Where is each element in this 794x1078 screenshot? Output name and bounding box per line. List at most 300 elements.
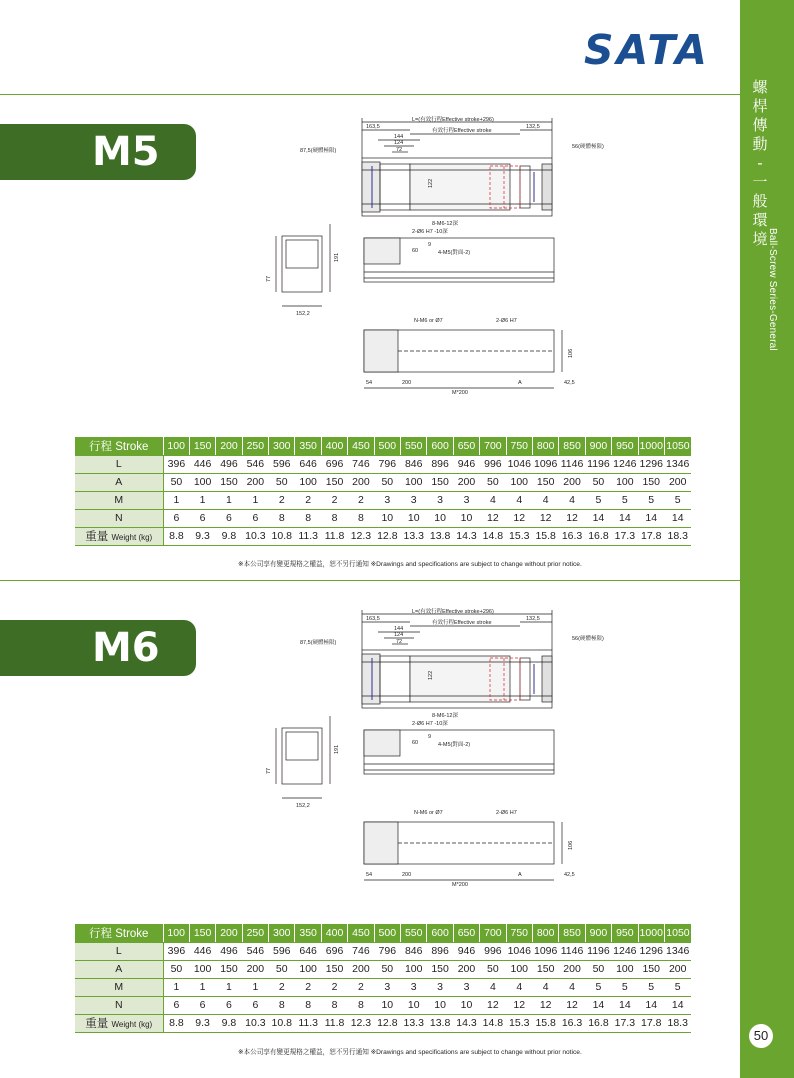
table-cell: 1196: [585, 455, 611, 473]
table-cell: 50: [269, 960, 295, 978]
table-cell: 900: [585, 924, 611, 942]
table-cell: 496: [216, 455, 242, 473]
table-cell: 12: [532, 509, 558, 527]
table-cell: 100: [295, 960, 321, 978]
table-cell: 350: [295, 437, 321, 455]
dim-label: 有效行程Effective stroke: [432, 128, 492, 134]
table-cell: 4: [559, 978, 585, 996]
table-cell: 596: [269, 942, 295, 960]
table-cell: 800: [532, 924, 558, 942]
table-cell: 850: [559, 437, 585, 455]
table-cell: 250: [242, 924, 268, 942]
table-cell: 4: [532, 491, 558, 509]
table-cell: 550: [401, 437, 427, 455]
table-cell: 850: [559, 924, 585, 942]
dim-label: 124: [394, 140, 404, 146]
table-cell: 150: [216, 473, 242, 491]
table-cell: 496: [216, 942, 242, 960]
header-cn: 行程: [89, 927, 116, 940]
dim-label: 152,2: [296, 803, 310, 809]
table-cell: 50: [585, 473, 611, 491]
table-cell: 10.3: [242, 1014, 268, 1032]
table-cell: 546: [242, 455, 268, 473]
table-cell: 1346: [664, 455, 691, 473]
table-cell: 2: [348, 978, 374, 996]
table-cell: 250: [242, 437, 268, 455]
side-category-char: -: [757, 154, 763, 172]
table-cell: 50: [480, 960, 506, 978]
dim-label: A: [518, 872, 522, 878]
table-row: [75, 960, 691, 978]
table-header-row: [75, 924, 691, 942]
table-cell: 6: [163, 996, 189, 1014]
table-cell: 646: [295, 942, 321, 960]
table-cell: 1: [216, 978, 242, 996]
dim-label: 144: [394, 626, 404, 632]
table-cell: 14: [664, 996, 691, 1014]
row-header-stroke: [75, 924, 163, 942]
table-cell: 2: [269, 491, 295, 509]
dim-label: 42,5: [564, 872, 575, 878]
dim-label: 77: [266, 275, 272, 282]
table-row: [75, 978, 691, 996]
table-cell: 650: [453, 924, 479, 942]
table-cell: 150: [216, 960, 242, 978]
dim-label: 132,5: [526, 124, 540, 130]
table-cell: 10.3: [242, 527, 268, 545]
dim-label: 72: [396, 147, 403, 153]
table-cell: 2: [269, 978, 295, 996]
dim-label: 152,2: [296, 311, 310, 317]
table-row: [75, 455, 691, 473]
table-cell: 696: [321, 455, 347, 473]
table-cell: 13.8: [427, 1014, 453, 1032]
table-cell: 896: [427, 942, 453, 960]
technical-drawing: [266, 112, 662, 412]
table-cell: 200: [348, 473, 374, 491]
dim-label: 72: [396, 639, 403, 645]
table-cell: 10: [453, 996, 479, 1014]
dim-label: 2-Ø6 H7: [496, 810, 517, 816]
dim-label: 9: [428, 242, 432, 248]
table-cell: 350: [295, 924, 321, 942]
table-cell: 9.8: [216, 527, 242, 545]
table-cell: 100: [612, 473, 638, 491]
table-cell: 10: [453, 509, 479, 527]
table-cell: 4: [559, 491, 585, 509]
divider: [0, 94, 740, 95]
dim-label: 122: [428, 670, 434, 680]
table-cell: 1346: [664, 942, 691, 960]
table-cell: 3: [374, 978, 400, 996]
table-cell: 15.8: [532, 1014, 558, 1032]
model-badge: [0, 620, 196, 676]
table-cell: 11.3: [295, 1014, 321, 1032]
dim-label: 191: [334, 252, 340, 262]
side-category-char: 傳: [752, 116, 768, 134]
table-cell: 1096: [532, 455, 558, 473]
table-cell: 50: [374, 473, 400, 491]
dim-label: N-M6 or Ø7: [414, 810, 443, 816]
dim-label: 42,5: [564, 380, 575, 386]
table-cell: 100: [506, 960, 532, 978]
table-cell: 12.3: [348, 1014, 374, 1032]
table-cell: 3: [453, 978, 479, 996]
table-cell: 8: [321, 996, 347, 1014]
table-cell: 3: [374, 491, 400, 509]
header-cn: 重量: [85, 1018, 112, 1030]
table-cell: 8: [269, 509, 295, 527]
table-cell: 150: [427, 960, 453, 978]
table-cell: 100: [163, 437, 189, 455]
table-cell: 12: [506, 509, 532, 527]
table-cell: 400: [321, 437, 347, 455]
table-cell: 896: [427, 455, 453, 473]
table-cell: 6: [216, 996, 242, 1014]
table-cell: 1296: [638, 455, 664, 473]
table-cell: 10: [427, 509, 453, 527]
model-badge: [0, 124, 196, 180]
table-cell: 100: [189, 473, 215, 491]
dim-label: 87,5(硬體極限): [300, 148, 337, 154]
table-cell: 1196: [585, 942, 611, 960]
table-cell: 750: [506, 924, 532, 942]
table-cell: 14: [638, 509, 664, 527]
table-cell: 4: [506, 491, 532, 509]
table-cell: 12: [480, 509, 506, 527]
table-cell: 150: [638, 473, 664, 491]
table-cell: 17.3: [612, 527, 638, 545]
table-cell: 18.3: [664, 527, 691, 545]
disclaimer-note: ※本公司享有變更規格之權益，恕不另行通知 ※Drawings and specifications are subject to change without prior notice.: [238, 1049, 582, 1056]
table-cell: 150: [321, 473, 347, 491]
table-cell: 546: [242, 942, 268, 960]
table-cell: 8: [295, 996, 321, 1014]
side-category-char: 境: [752, 230, 768, 248]
table-cell: 200: [664, 960, 691, 978]
dim-label: 77: [266, 767, 272, 774]
m5-spec-table: [75, 437, 691, 546]
row-header-m: M: [75, 491, 163, 509]
table-cell: 15.8: [532, 527, 558, 545]
table-row: [75, 942, 691, 960]
table-cell: 50: [163, 473, 189, 491]
table-cell: 9.3: [189, 1014, 215, 1032]
table-cell: 16.8: [585, 1014, 611, 1032]
table-cell: 1: [189, 978, 215, 996]
table-cell: 8: [348, 996, 374, 1014]
row-header-a: A: [75, 960, 163, 978]
table-cell: 846: [401, 455, 427, 473]
dim-label: 4-M5(對面-2): [438, 250, 471, 256]
table-cell: 2: [321, 978, 347, 996]
table-cell: 6: [163, 509, 189, 527]
dim-label: 87,5(硬體極限): [300, 640, 337, 646]
table-row: [75, 473, 691, 491]
table-row: [75, 996, 691, 1014]
table-cell: 5: [664, 978, 691, 996]
table-cell: 150: [321, 960, 347, 978]
table-cell: 14: [612, 509, 638, 527]
table-cell: 200: [559, 960, 585, 978]
table-cell: 996: [480, 455, 506, 473]
table-cell: 18.3: [664, 1014, 691, 1032]
dim-label: 124: [394, 632, 404, 638]
table-cell: 700: [480, 924, 506, 942]
dim-label: 4-M5(對面-2): [438, 742, 471, 748]
table-cell: 3: [401, 491, 427, 509]
table-cell: 150: [532, 473, 558, 491]
table-cell: 600: [427, 437, 453, 455]
table-cell: 4: [506, 978, 532, 996]
dim-label: 191: [334, 744, 340, 754]
table-cell: 1050: [664, 437, 691, 455]
table-cell: 950: [612, 437, 638, 455]
table-cell: 1296: [638, 942, 664, 960]
dim-label: 132,5: [526, 616, 540, 622]
table-cell: 6: [189, 996, 215, 1014]
table-cell: 5: [638, 978, 664, 996]
table-cell: 6: [189, 509, 215, 527]
table-cell: 500: [374, 924, 400, 942]
table-cell: 14: [638, 996, 664, 1014]
m5-drawing: [266, 112, 662, 412]
table-cell: 446: [189, 942, 215, 960]
table-cell: 14: [585, 509, 611, 527]
dim-label: 163,5: [366, 124, 380, 130]
table-cell: 200: [453, 960, 479, 978]
table-cell: 2: [321, 491, 347, 509]
table-cell: 946: [453, 455, 479, 473]
dim-label: 2-Ø6 H7: [496, 318, 517, 324]
table-cell: 150: [638, 960, 664, 978]
table-cell: 3: [401, 978, 427, 996]
table-cell: 2: [348, 491, 374, 509]
table-cell: 10: [427, 996, 453, 1014]
table-cell: 6: [242, 996, 268, 1014]
side-category-char: 一: [752, 173, 768, 191]
row-header-l: L: [75, 455, 163, 473]
table-cell: 4: [480, 491, 506, 509]
table-cell: 3: [427, 491, 453, 509]
table-cell: 450: [348, 924, 374, 942]
table-cell: 150: [189, 924, 215, 942]
disclaimer-note: ※本公司享有變更規格之權益，恕不另行通知 ※Drawings and specifications are subject to change without prior notice.: [238, 561, 582, 568]
table-cell: 50: [585, 960, 611, 978]
table-cell: 9.3: [189, 527, 215, 545]
table-row: [75, 509, 691, 527]
table-row: [75, 491, 691, 509]
side-category-char: 般: [752, 192, 768, 210]
table-cell: 1246: [612, 942, 638, 960]
table-cell: 16.3: [559, 527, 585, 545]
table-cell: 100: [506, 473, 532, 491]
side-category-char: 環: [752, 211, 768, 229]
dim-label: 60: [412, 248, 419, 254]
table-cell: 13.8: [427, 527, 453, 545]
table-cell: 550: [401, 924, 427, 942]
model-title: M6: [92, 625, 160, 671]
table-cell: 100: [612, 960, 638, 978]
table-cell: 8.8: [163, 527, 189, 545]
table-cell: 1146: [559, 455, 585, 473]
table-cell: 400: [321, 924, 347, 942]
table-cell: 5: [585, 491, 611, 509]
table-cell: 14.3: [453, 1014, 479, 1032]
table-cell: 1: [163, 491, 189, 509]
header-en: Stroke: [115, 927, 149, 940]
table-cell: 5: [638, 491, 664, 509]
page-number: 50: [749, 1024, 773, 1048]
table-cell: 12: [480, 996, 506, 1014]
table-cell: 15.3: [506, 527, 532, 545]
table-cell: 12: [559, 996, 585, 1014]
table-cell: 1: [242, 491, 268, 509]
table-cell: 10: [401, 996, 427, 1014]
table-cell: 950: [612, 924, 638, 942]
row-header-a: A: [75, 473, 163, 491]
table-cell: 10.8: [269, 1014, 295, 1032]
row-header-m: M: [75, 978, 163, 996]
table-cell: 8: [295, 509, 321, 527]
dim-label: 8-M6-12深: [432, 713, 458, 719]
dim-label: 122: [428, 178, 434, 188]
table-cell: 646: [295, 455, 321, 473]
dim-label: L=(有效行程Effective stroke+296): [412, 609, 494, 615]
table-cell: 396: [163, 942, 189, 960]
dim-label: 54: [366, 380, 373, 386]
row-header-stroke: [75, 437, 163, 455]
table-cell: 596: [269, 455, 295, 473]
table-cell: 3: [453, 491, 479, 509]
table-cell: 17.8: [638, 1014, 664, 1032]
header-cn: 行程: [89, 440, 116, 453]
table-cell: 300: [269, 437, 295, 455]
table-cell: 11.8: [321, 1014, 347, 1032]
dim-label: 56(硬體極限): [572, 144, 604, 150]
table-cell: 14.8: [480, 527, 506, 545]
table-cell: 100: [163, 924, 189, 942]
table-cell: 12: [559, 509, 585, 527]
table-cell: 200: [216, 924, 242, 942]
table-cell: 1046: [506, 455, 532, 473]
table-cell: 10.8: [269, 527, 295, 545]
table-cell: 200: [216, 437, 242, 455]
side-category-char: 動: [752, 135, 768, 153]
header-en: Weight (kg): [111, 1020, 153, 1029]
table-cell: 5: [612, 978, 638, 996]
header-cn: 重量: [85, 531, 112, 543]
table-cell: 14: [612, 996, 638, 1014]
table-cell: 4: [532, 978, 558, 996]
dim-label: 56(硬體極限): [572, 636, 604, 642]
table-cell: 846: [401, 942, 427, 960]
table-cell: 13.3: [401, 1014, 427, 1032]
table-cell: 800: [532, 437, 558, 455]
table-cell: 996: [480, 942, 506, 960]
side-category-en: Ball-Screw Series-General: [767, 228, 778, 351]
row-header-n: N: [75, 996, 163, 1014]
table-cell: 12: [532, 996, 558, 1014]
table-cell: 746: [348, 455, 374, 473]
table-cell: 3: [427, 978, 453, 996]
table-cell: 5: [664, 491, 691, 509]
table-cell: 12.3: [348, 527, 374, 545]
table-cell: 696: [321, 942, 347, 960]
table-cell: 12.8: [374, 527, 400, 545]
table-cell: 8: [269, 996, 295, 1014]
dim-label: 200: [402, 380, 412, 386]
table-cell: 12: [506, 996, 532, 1014]
table-cell: 12.8: [374, 1014, 400, 1032]
side-category-char: 桿: [752, 97, 768, 115]
technical-drawing: [266, 604, 662, 904]
dim-label: A: [518, 380, 522, 386]
dim-label: 163,5: [366, 616, 380, 622]
table-cell: 200: [453, 473, 479, 491]
table-cell: 100: [401, 473, 427, 491]
table-cell: 150: [532, 960, 558, 978]
table-cell: 10: [374, 509, 400, 527]
table-cell: 450: [348, 437, 374, 455]
row-header-weight: [75, 1014, 163, 1032]
dim-label: L=(有效行程Effective stroke+296): [412, 117, 494, 123]
table-cell: 1096: [532, 942, 558, 960]
table-cell: 14: [585, 996, 611, 1014]
table-cell: 1: [242, 978, 268, 996]
table-cell: 8: [348, 509, 374, 527]
table-cell: 4: [480, 978, 506, 996]
table-cell: 17.3: [612, 1014, 638, 1032]
table-cell: 16.3: [559, 1014, 585, 1032]
dim-label: 有效行程Effective stroke: [432, 620, 492, 626]
dim-label: M*200: [452, 882, 468, 888]
table-cell: 300: [269, 924, 295, 942]
table-cell: 11.3: [295, 527, 321, 545]
dim-label: 9: [428, 734, 432, 740]
dim-label: 106: [568, 348, 574, 358]
table-cell: 396: [163, 455, 189, 473]
table-row: [75, 1014, 691, 1032]
table-cell: 10: [374, 996, 400, 1014]
row-header-n: N: [75, 509, 163, 527]
table-cell: 9.8: [216, 1014, 242, 1032]
table-cell: 1000: [638, 924, 664, 942]
table-cell: 446: [189, 455, 215, 473]
table-cell: 6: [216, 509, 242, 527]
table-cell: 1046: [506, 942, 532, 960]
table-cell: 2: [295, 491, 321, 509]
m6-drawing: [266, 604, 662, 904]
table-cell: 14.8: [480, 1014, 506, 1032]
row-header-weight: [75, 527, 163, 545]
divider: [0, 580, 740, 581]
table-cell: 796: [374, 455, 400, 473]
brand-logo: SATA: [584, 26, 710, 74]
dim-label: 200: [402, 872, 412, 878]
table-cell: 16.8: [585, 527, 611, 545]
table-cell: 1: [163, 978, 189, 996]
table-cell: 200: [242, 960, 268, 978]
table-cell: 746: [348, 942, 374, 960]
table-cell: 500: [374, 437, 400, 455]
table-row: [75, 527, 691, 545]
row-header-l: L: [75, 942, 163, 960]
header-en: Weight (kg): [111, 533, 153, 542]
dim-label: 144: [394, 134, 404, 140]
table-cell: 2: [295, 978, 321, 996]
table-cell: 50: [374, 960, 400, 978]
